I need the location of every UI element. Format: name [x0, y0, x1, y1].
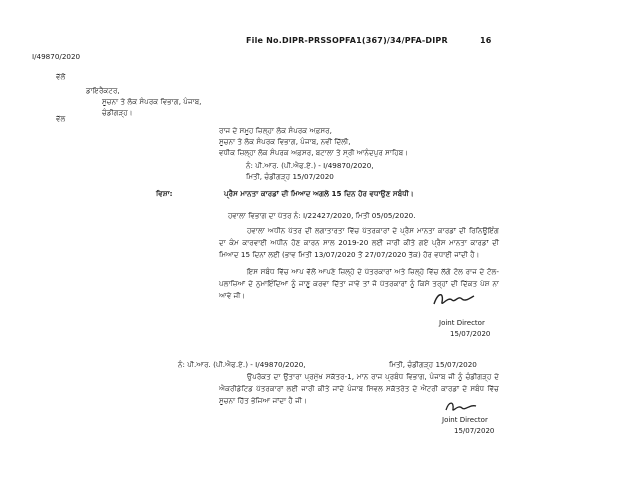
signature-1: [432, 290, 476, 310]
page-number: 16: [480, 36, 492, 45]
endorsement-date: ਮਿਤੀ, ਚੰਡੀਗੜ੍ਹ 15/07/2020: [389, 360, 477, 369]
to-line-1: ਰਾਜ ਦੇ ਸਮੂਹ ਜ਼ਿਲ੍ਹਾ ਲੋਕ ਸੰਪਰਕ ਅਫ਼ਸਰ,: [219, 126, 332, 135]
reference-number: I/49870/2020: [32, 52, 81, 61]
to-line-3: ਵਧੀਕ ਜ਼ਿਲ੍ਹਾ ਲੋਕ ਸੰਪਰਕ ਅਫ਼ਸਰ, ਬਟਾਲਾ ਤੇ ਸ੍ਰੀ ਆਨੰਦਪੁਰ ਸਾਹਿਬ।: [219, 148, 409, 157]
to-label: ਵੱਲ: [56, 114, 66, 123]
from-line-3: ਚੰਡੀਗੜ੍ਹ।: [102, 108, 133, 117]
from-label: ਵੱਲੋਂ: [56, 72, 66, 81]
signature-2-title: Joint Director: [442, 416, 488, 424]
to-line-2: ਸੂਚਨਾ ਤੇ ਲੋਕ ਸੰਪਰਕ ਵਿਭਾਗ, ਪੰਜਾਬ, ਨਵੀਂ ਦਿੱਲੀ,: [219, 137, 351, 146]
from-line-2: ਸੂਚਨਾ ਤੇ ਲੋਕ ਸੰਪਰਕ ਵਿਭਾਗ, ਪੰਜਾਬ,: [102, 97, 202, 106]
body-paragraph-1: ਹਵਾਲਾ ਅਧੀਨ ਪੱਤਰ ਦੀ ਲਗਾਤਾਰਤਾ ਵਿੱਚ ਪੱਤਰਕਾਰਾਂ ਦੇ ਪ੍ਰੈਸ ਮਾਨਤਾ ਕਾਰਡਾਂ ਦੀ ਰਿਨਿਊਇੰਗ ਦਾ ਕੰਮ ਕਾਰਵਾਈ ਅਧੀਨ ਹੋਣ ਕਾਰਨ ਸਾਲ 2019-20 ਲਈ ਜਾਰੀ ਕੀਤੇ ਗਏ ਪ੍ਰੈਸ ਮਾਨਤਾ ਕਾਰਡਾਂ ਦੀ ਮਿਆਦ 15 ਦਿਨਾਂ ਲਈ (ਭਾਵ ਮਿਤੀ 13/07/2020 ਤੋਂ 27/07/2020 ਤੱਕ) ਹੋਰ ਵਧਾਈ ਜਾਂਦੀ ਹੈ।: [219, 226, 499, 260]
memo-number: ਨੰ: ਪੀ.ਆਰ. (ਪੀ.ਐਫ.ਏ.) - I/49870/2020,: [246, 161, 374, 170]
signature-2-date: 15/07/2020: [454, 427, 495, 435]
subject-text: ਪ੍ਰੈਸ ਮਾਨਤਾ ਕਾਰਡਾਂ ਦੀ ਮਿਆਦ ਅਗਲੇ 15 ਦਿਨ ਹੋਰ ਵਧਾਉਣ ਸਬੰਧੀ।: [224, 189, 414, 198]
subject-label: ਵਿਸ਼ਾ:: [156, 189, 173, 198]
reference-line: ਹਵਾਲਾ ਵਿਭਾਗ ਦਾ ਪੱਤਰ ਨੰ: I/22427/2020, ਮਿਤੀ 05/05/2020.: [228, 211, 416, 220]
document-page: [14, 0, 626, 480]
signature-2: [444, 398, 478, 416]
signature-1-date: 15/07/2020: [450, 330, 491, 338]
from-line-1: ਡਾਇਰੈਕਟਰ,: [86, 86, 120, 95]
body-paragraph-2: ਇਸ ਸਬੰਧ ਵਿੱਚ ਆਪ ਵੱਲੋਂ ਆਪਣੇ ਜ਼ਿਲ੍ਹੇ ਦੇ ਪੱਤਰਕਾਰਾਂ ਅਤੇ ਜ਼ਿਲ੍ਹੇ ਵਿੱਚ ਲੱਗੇ ਟੋਲ ਰਾਜ ਦੇ ਟੋਲ-ਪਲਾਜ਼ਿਆਂ ਦੇ ਨੁਮਾਇੰਦਿਆਂ ਨੂੰ ਜਾਣੂ ਕਰਵਾ ਦਿੱਤਾ ਜਾਵੇ ਤਾਂ ਜੋ ਪੱਤਰਕਾਰਾਂ ਨੂੰ ਕਿਸੇ ਤਰ੍ਹਾਂ ਦੀ ਦਿੱਕਤ ਪੇਸ਼ ਨਾ ਆਵੇ ਜੀ।: [219, 267, 499, 301]
file-number: File No.DIPR-PRSSOPFA1(367)/34/PFA-DIPR: [246, 36, 448, 45]
endorsement-text: ਉਪਰੋਕਤ ਦਾ ਉਤਾਰਾ ਪ੍ਰਮੁੱਖ ਸਕੱਤਰ-1, ਮਾਨ ਰਾਜ ਪ੍ਰਬੰਧ ਵਿਭਾਗ, ਪੰਜਾਬ ਜੀ ਨੂੰ ਚੰਡੀਗੜ੍ਹ ਦੇ ਐਕਰੀਡੇਟਿਡ ਪੱਤਰਕਾਰਾਂ ਲਈ ਜਾਰੀ ਕੀਤੇ ਜਾਂਦੇ ਪੰਜਾਬ ਸਿਵਲ ਸਕੱਤਰੇਤ ਦੇ ਐਂਟਰੀ ਕਾਰਡਾਂ ਦੇ ਸਬੰਧ ਵਿੱਚ ਸੂਚਨਾ ਹਿੱਤ ਭੇਜਿਆ ਜਾਂਦਾ ਹੈ ਜੀ।: [219, 372, 499, 406]
endorsement-number: ਨੰ: ਪੀ.ਆਰ. (ਪੀ.ਐਫ.ਏ.) - I/49870/2020,: [178, 360, 306, 369]
signature-1-title: Joint Director: [439, 319, 485, 327]
memo-date: ਮਿਤੀ, ਚੰਡੀਗੜ੍ਹ 15/07/2020: [246, 172, 334, 181]
